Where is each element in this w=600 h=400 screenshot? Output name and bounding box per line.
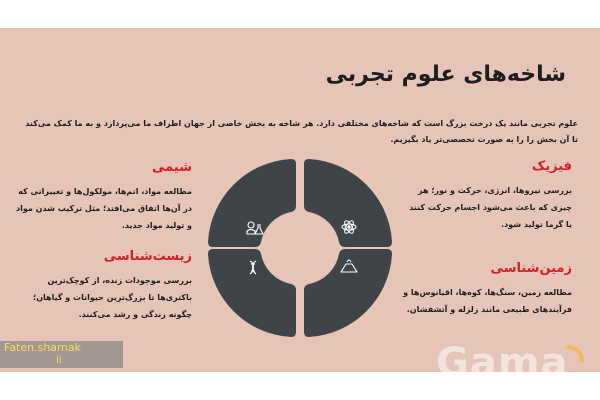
slide xyxy=(0,28,600,372)
physics-box xyxy=(404,159,572,233)
watermark-line2: li xyxy=(56,355,62,366)
biology-title: زیست‌شناسی xyxy=(103,249,192,264)
slide-title: شاخه‌های علوم تجربی xyxy=(325,62,566,87)
ring-segment-physics xyxy=(304,159,392,247)
chemistry-title: شیمی xyxy=(152,160,192,175)
geology-text: مطالعه زمین، سنگ‌ها، کوه‌ها، اقیانوس‌ها و فرآیندهای طبیعی مانند زلزله و آتشفشان. xyxy=(403,288,572,314)
biology-text: بررسی موجودات زنده، از کوچک‌ترین باکتری‌ها تا بزرگ‌ترین حیوانات و گیاهان؛ چگونه زندگی و رشد می‌کنند. xyxy=(33,276,192,319)
watermark-line1: Faten.shamak xyxy=(4,341,81,354)
geology-box xyxy=(394,261,572,318)
physics-title: فیزیک xyxy=(531,159,572,174)
gama-logo-text: Gama xyxy=(436,340,569,385)
top-bar xyxy=(0,0,600,28)
physics-text: بررسی نیروها، انرژی، حرکت و نور؛ هر چیزی که باعث می‌شود اجسام حرکت کنند یا گرما تولید شود. xyxy=(409,186,572,229)
biology-box xyxy=(14,249,192,323)
intro-paragraph: علوم تجربی مانند یک درخت بزرگ است که شاخه‌های مختلفی دارد. هر شاخه به بخش خاصی از جهان اطراف ما می‌پردازد و به ما کمک می‌کند تا آن بخش را را به صورت تخصصی‌تر یاد بگیریم. xyxy=(25,119,578,144)
chemistry-box xyxy=(14,160,192,234)
watermark xyxy=(0,341,123,368)
ring-segment-geology xyxy=(304,249,392,337)
chemistry-text: مطالعه مواد، اتم‌ها، مولکول‌ها و تغییراتی که در آن‌ها اتفاق می‌افتد؛ مثل ترکیب شدن مواد و تولید مواد جدید. xyxy=(16,187,192,230)
geology-title: زمین‌شناسی xyxy=(490,261,572,276)
branches-ring-diagram xyxy=(205,154,395,342)
logo-arc-icon xyxy=(568,347,582,361)
gama-logo xyxy=(432,335,592,385)
